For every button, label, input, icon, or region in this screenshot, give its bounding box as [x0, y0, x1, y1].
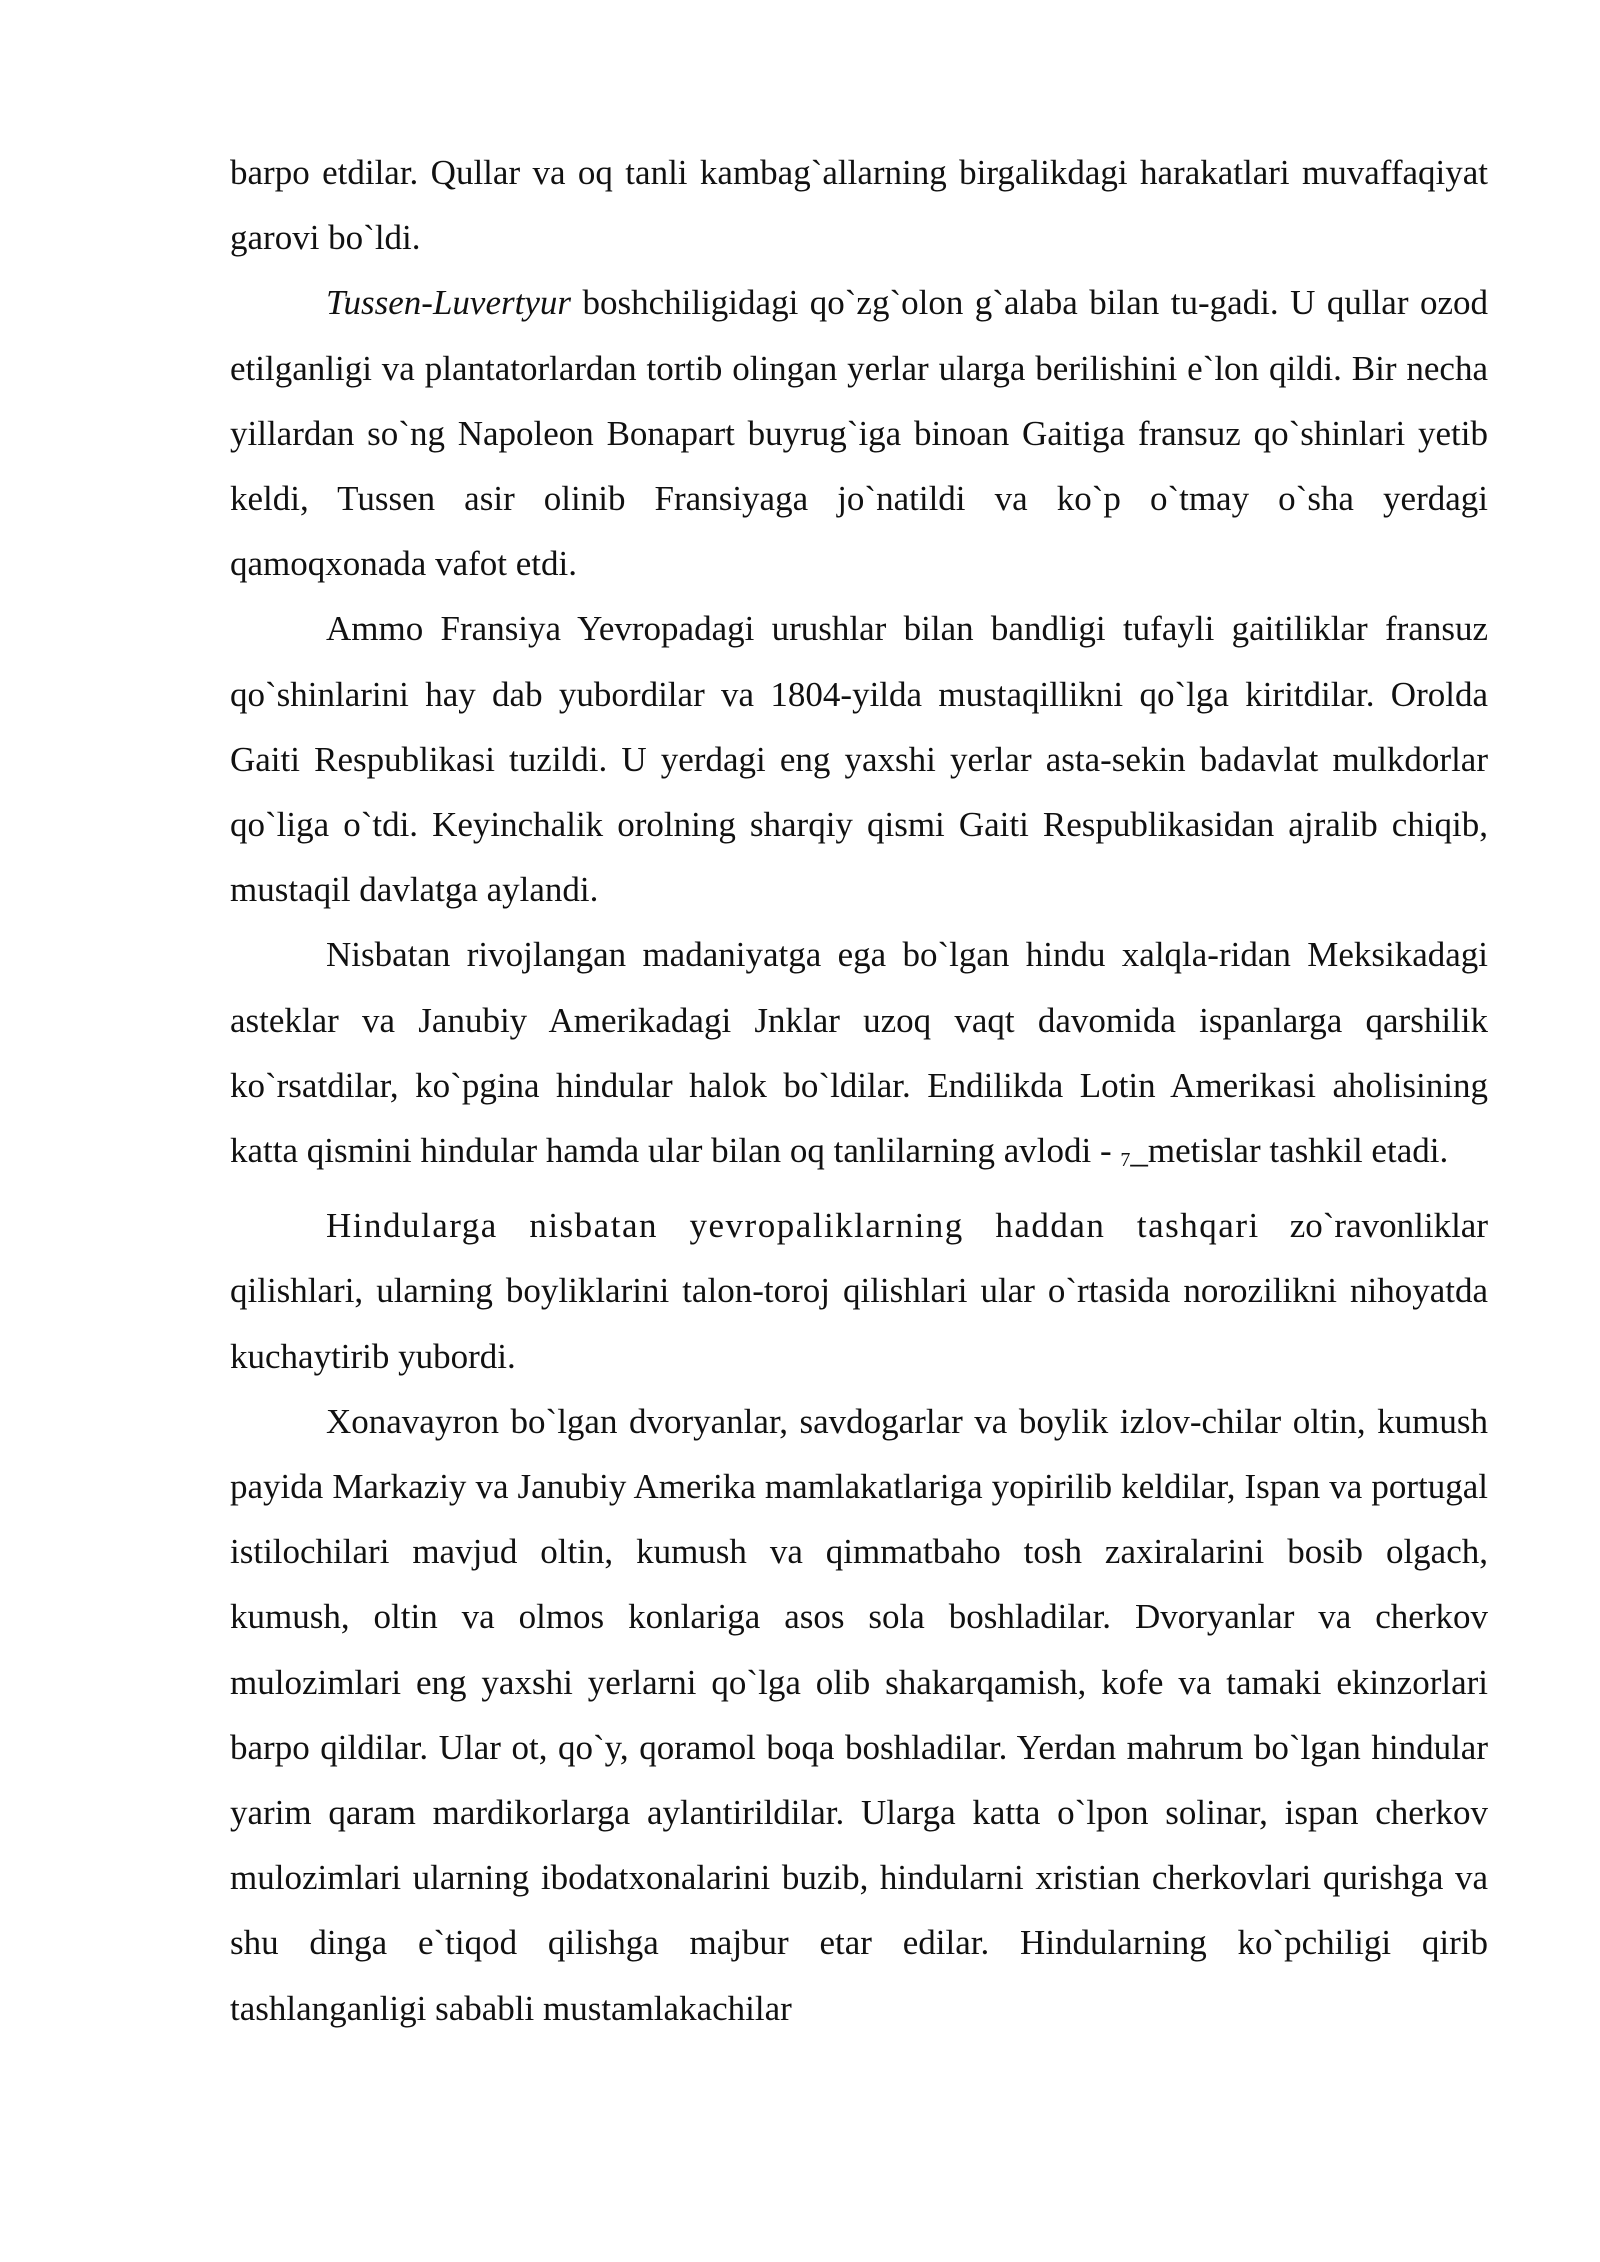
paragraph-6 [230, 1389, 1488, 2041]
paragraph-1 [230, 140, 1488, 270]
paragraph-4-text-before: Nisbatan rivojlangan madaniyatga ega bo`lgan hindu xalqla-ridan Meksikadagi asteklar va Janubiy Amerikadagi Jnklar uzoq vaqt davomida ispanlarga qarshilik ko`rsatdilar, ko`pgina hindular halok bo`ldilar. Endilikda Lotin Amerikasi aholisining katta qismini hindular hamda ular bilan oq tanlilarning avlodi - [230, 935, 1488, 1171]
paragraph-2-text: boshchiligidagi qo`zg`olon g`alaba bilan tu-gadi. U qullar ozod etilganligi va plantatorlardan tortib olingan yerlar ularga berilishini e`lon qildi. Bir necha yillardan so`ng Napoleon Bonapart buyrug`iga binoan Gaitiga fransuz qo`shinlari yetib keldi, Tussen asir olinib Fransiyaga jo`natildi va ko`p o`tmay o`sha yerdagi qamoqxonada vafot etdi. [230, 283, 1488, 584]
paragraph-5 [230, 1193, 1488, 1389]
paragraph-3 [230, 596, 1488, 922]
paragraph-1-text: barpo etdilar. Qullar va oq tanli kambag`allarning birgalikdagi harakatlari muvaffaqiyat garovi bo`ldi. [230, 153, 1488, 258]
paragraph-4 [230, 922, 1488, 1193]
paragraph-3-text: Ammo Fransiya Yevropadagi urushlar bilan bandligi tufayli gaitiliklar fransuz qo`shinlarini hay dab yubordilar va 1804-yilda mustaqillikni qo`lga kiritdilar. Orolda Gaiti Respublikasi tuzildi. U yerdagi eng yaxshi yerlar asta-sekin badavlat mulkdorlar qo`liga o`tdi. Keyinchalik orolning sharqiy qismi Gaiti Respublikasidan ajralib chiqib, mustaqil davlatga aylandi. [230, 609, 1488, 910]
paragraph-4-text-after: _metislar tashkil etadi. [1130, 1131, 1449, 1171]
paragraph-4-small-mark: 7 [1120, 1149, 1131, 1172]
paragraph-5-text: zo`ravonliklar qilishlari, ularning boyliklarini talon-toroj qilishlari ular o`rtasida norozilikni nihoyatda kuchaytirib yubordi. [230, 1206, 1488, 1376]
paragraph-2-italic-name: Tussen-Luvertyur [326, 283, 571, 323]
document-page [230, 140, 1488, 2041]
paragraph-5-lead: Hindularga nisbatan yevropaliklarning haddan tashqari [326, 1206, 1260, 1246]
paragraph-2 [230, 270, 1488, 596]
paragraph-6-text: Xonavayron bo`lgan dvoryanlar, savdogarlar va boylik izlov-chilar oltin, kumush payida Markaziy va Janubiy Amerika mamlakatlariga yopirilib keldilar, Ispan va portugal istilochilari mavjud oltin, kumush va qimmatbaho tosh zaxiralarini bosib olgach, kumush, oltin va olmos konlariga asos sola boshladilar. Dvoryanlar va cherkov mulozimlari eng yaxshi yerlarni qo`lga olib shakarqamish, kofe va tamaki ekinzorlari barpo qildilar. Ular ot, qo`y, qoramol boqa boshladilar. Yerdan mahrum bo`lgan hindular yarim qaram mardikorlarga aylantirildilar. Ularga katta o`lpon solinar, ispan cherkov mulozimlari ularning ibodatxonalarini buzib, hindularni xristian cherkovlari qurishga va shu dinga e`tiqod qilishga majbur etar edilar. Hindularning ko`pchiligi qirib tashlanganligi sababli mustamlakachilar [230, 1401, 1488, 2028]
